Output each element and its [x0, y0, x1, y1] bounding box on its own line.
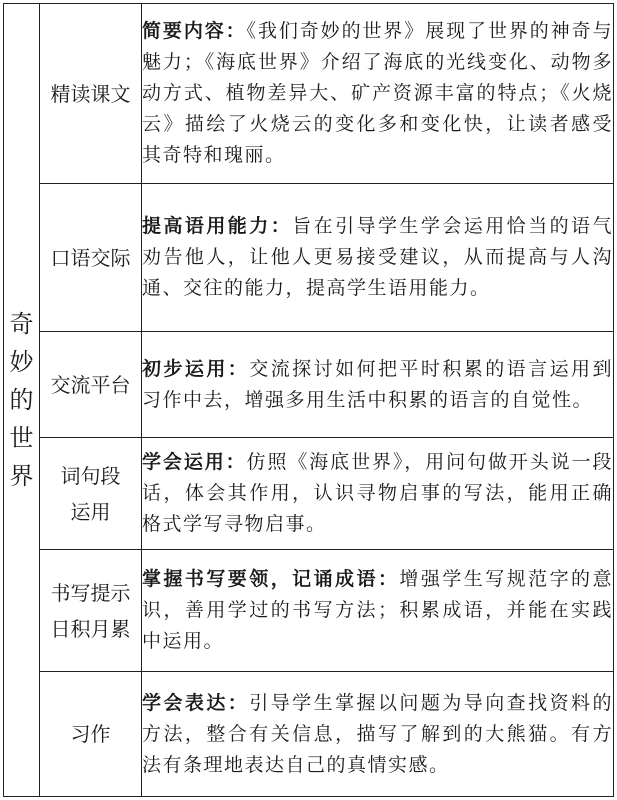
description-lead: 简要内容： [142, 20, 247, 42]
table-row [4, 332, 614, 438]
table-row [4, 4, 614, 184]
table-row [4, 438, 614, 550]
table-row [4, 672, 614, 797]
section-cell [40, 550, 142, 672]
section-cell [40, 332, 142, 438]
description-cell [142, 184, 614, 332]
section-label: 交流平台 [50, 372, 131, 397]
description-lead: 学会表达： [142, 691, 250, 714]
section-cell [40, 438, 142, 550]
description-cell [142, 550, 614, 672]
description-lead: 掌握书写要领，记诵成语： [142, 568, 400, 590]
description-lead: 提高语用能力： [142, 215, 293, 237]
unit-theme-cell [4, 4, 40, 797]
table-row [4, 550, 614, 672]
table-row [4, 184, 614, 332]
description-cell [142, 332, 614, 438]
description-text: 增强学生写规范字的意识，善用学过的书写方法；积累成语，并能在实践中运用。 [142, 568, 613, 652]
section-label: 书写提示日积月累 [50, 580, 131, 641]
description-cell [142, 672, 614, 797]
section-cell [40, 184, 142, 332]
description-text: 仿照《海底世界》，用问句做开头说一段话，体会其作用，认识寻物启事的写法，能用正确格式学写寻物启事。 [142, 451, 613, 535]
section-label: 口语交际 [50, 245, 131, 270]
section-cell [40, 4, 142, 184]
description-cell [142, 438, 614, 550]
section-label: 精读课文 [50, 81, 131, 106]
section-label: 词句段运用 [60, 463, 121, 524]
unit-theme: 奇妙的世界 [9, 310, 34, 490]
description-text: 《我们奇妙的世界》展现了世界的神奇与魅力；《海底世界》介绍了海底的光线变化、动物多动方式、植物差异大、矿产资源丰富的特点；《火烧云》描绘了火烧云的变化多和变化快，让读者感受其奇特和瑰丽。 [142, 20, 613, 166]
description-text: 旨在引导学生学会运用恰当的语气劝告他人，让他人更易接受建议，从而提高与人沟通、交往的能力，提高学生语用能力。 [142, 215, 613, 299]
unit-outline-table [3, 3, 614, 797]
description-text: 引导学生掌握以问题为导向查找资料的方法，整合有关信息，描写了解到的大熊猫。有方法有条理地表达自己的真情实感。 [142, 691, 613, 776]
description-lead: 学会运用： [142, 451, 247, 473]
description-text: 交流探讨如何把平时积累的语言运用到习作中去，增强多用生活中积累的语言的自觉性。 [142, 357, 613, 411]
section-label: 习作 [70, 722, 111, 746]
description-cell [142, 4, 614, 184]
description-lead: 初步运用： [142, 357, 250, 380]
section-cell [40, 672, 142, 797]
